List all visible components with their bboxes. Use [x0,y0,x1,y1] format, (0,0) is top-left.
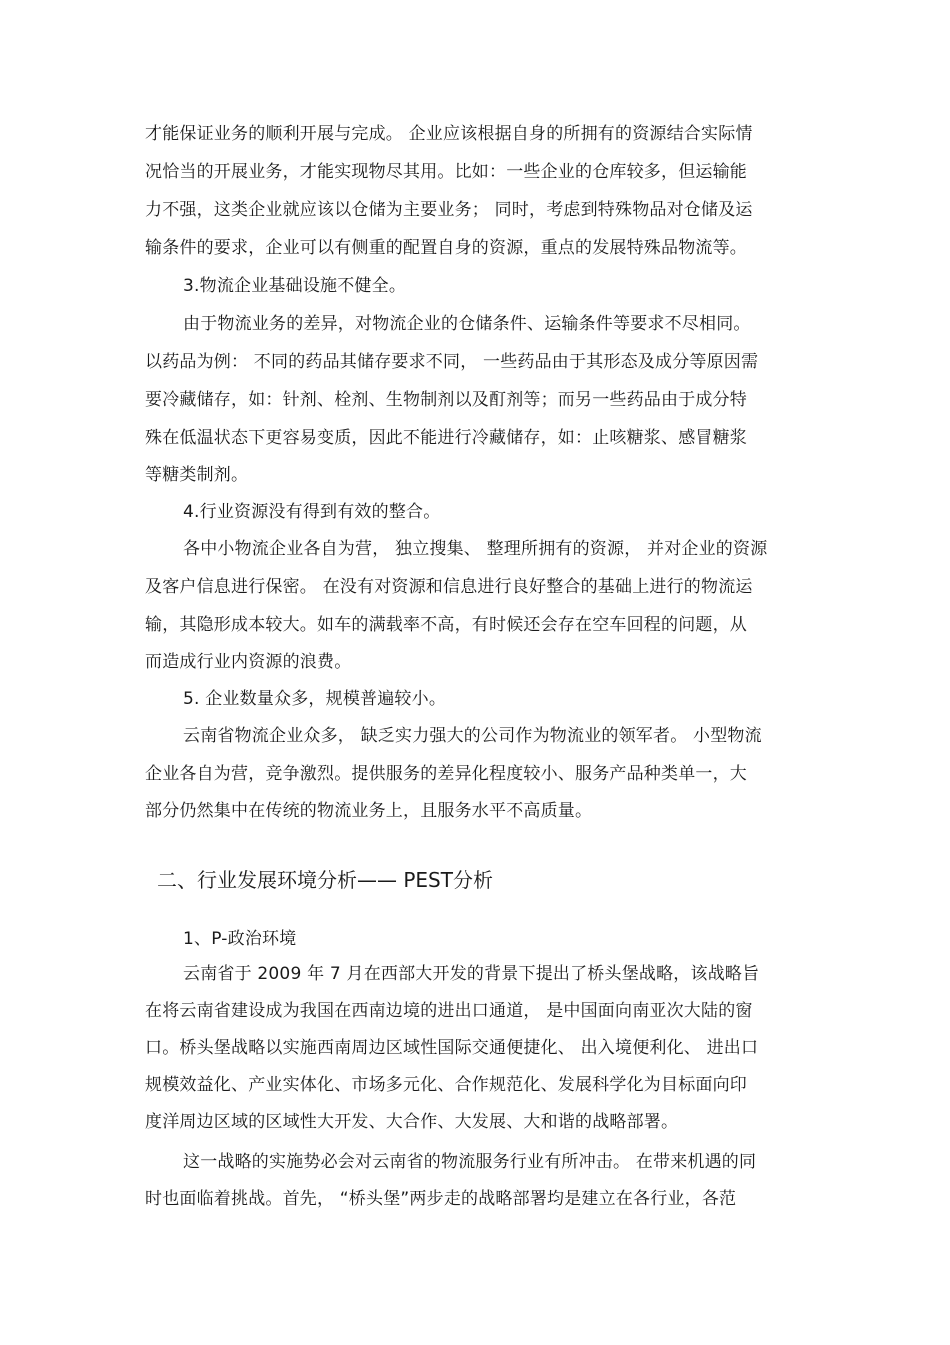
paragraph-line: 才能保证业务的顺利开展与完成。 企业应该根据自身的所拥有的资源结合实际情 [145,124,753,144]
paragraph-line: 口。桥头堡战略以实施西南周边区域性国际交通便捷化、 出入境便利化、 进出口 [145,1038,759,1058]
paragraph-line: 各中小物流企业各自为营， 独立搜集、 整理所拥有的资源， 并对企业的资源 [183,539,768,559]
paragraph-line: 这一战略的实施势必会对云南省的物流服务行业有所冲击。 在带来机遇的同 [183,1152,757,1172]
paragraph-line: 以药品为例： 不同的药品其储存要求不同， 一些药品由于其形态及成分等原因需 [145,352,759,372]
paragraph-line: 度洋周边区域的区域性大开发、大合作、大发展、大和谐的战略部署。 [145,1112,679,1132]
paragraph-line: 等糖类制剂。 [145,465,249,485]
section-title: 二、行业发展环境分析—— PEST分析 [157,868,493,892]
paragraph-line: 要冷藏储存，如：针剂、栓剂、生物制剂以及酊剂等；而另一些药品由于成分特 [145,390,747,410]
subheading: 3.物流企业基础设施不健全。 [183,276,407,296]
paragraph-line: 由于物流业务的差异，对物流企业的仓储条件、运输条件等要求不尽相同。 [183,314,751,334]
paragraph-line: 及客户信息进行保密。 在没有对资源和信息进行良好整合的基础上进行的物流运 [145,577,753,597]
paragraph-line: 力不强，这类企业就应该以仓储为主要业务； 同时，考虑到特殊物品对仓储及运 [145,200,753,220]
paragraph-line: 企业各自为营，竞争激烈。提供服务的差异化程度较小、服务产品种类单一，大 [145,764,747,784]
paragraph-line: 部分仍然集中在传统的物流业务上，且服务水平不高质量。 [145,801,593,821]
paragraph-line: 而造成行业内资源的浪费。 [145,652,352,672]
paragraph-line: 时也面临着挑战。首先， “桥头堡”两步走的战略部署均是建立在各行业，各范 [145,1189,737,1209]
paragraph-line: 输条件的要求，企业可以有侧重的配置自身的资源，重点的发展特殊品物流等。 [145,238,747,258]
subheading: 4.行业资源没有得到有效的整合。 [183,502,441,522]
paragraph-line: 云南省物流企业众多， 缺乏实力强大的公司作为物流业的领军者。 小型物流 [183,726,762,746]
paragraph-line: 殊在低温状态下更容易变质，因此不能进行冷藏储存，如：止咳糖浆、感冒糖浆 [145,428,747,448]
subheading: 1、P-政治环境 [183,929,297,949]
subheading: 5. 企业数量众多，规模普遍较小。 [183,689,447,709]
paragraph-line: 在将云南省建设成为我国在西南边境的进出口通道， 是中国面向南亚次大陆的窗 [145,1001,753,1021]
paragraph-line: 况恰当的开展业务，才能实现物尽其用。比如：一些企业的仓库较多，但运输能 [145,162,747,182]
paragraph-line: 输，其隐形成本较大。如车的满载率不高，有时候还会存在空车回程的问题，从 [145,615,747,635]
paragraph-line: 规模效益化、产业实体化、市场多元化、合作规范化、发展科学化为目标面向印 [145,1075,747,1095]
paragraph-line: 云南省于 2009 年 7 月在西部大开发的背景下提出了桥头堡战略，该战略旨 [183,964,760,984]
